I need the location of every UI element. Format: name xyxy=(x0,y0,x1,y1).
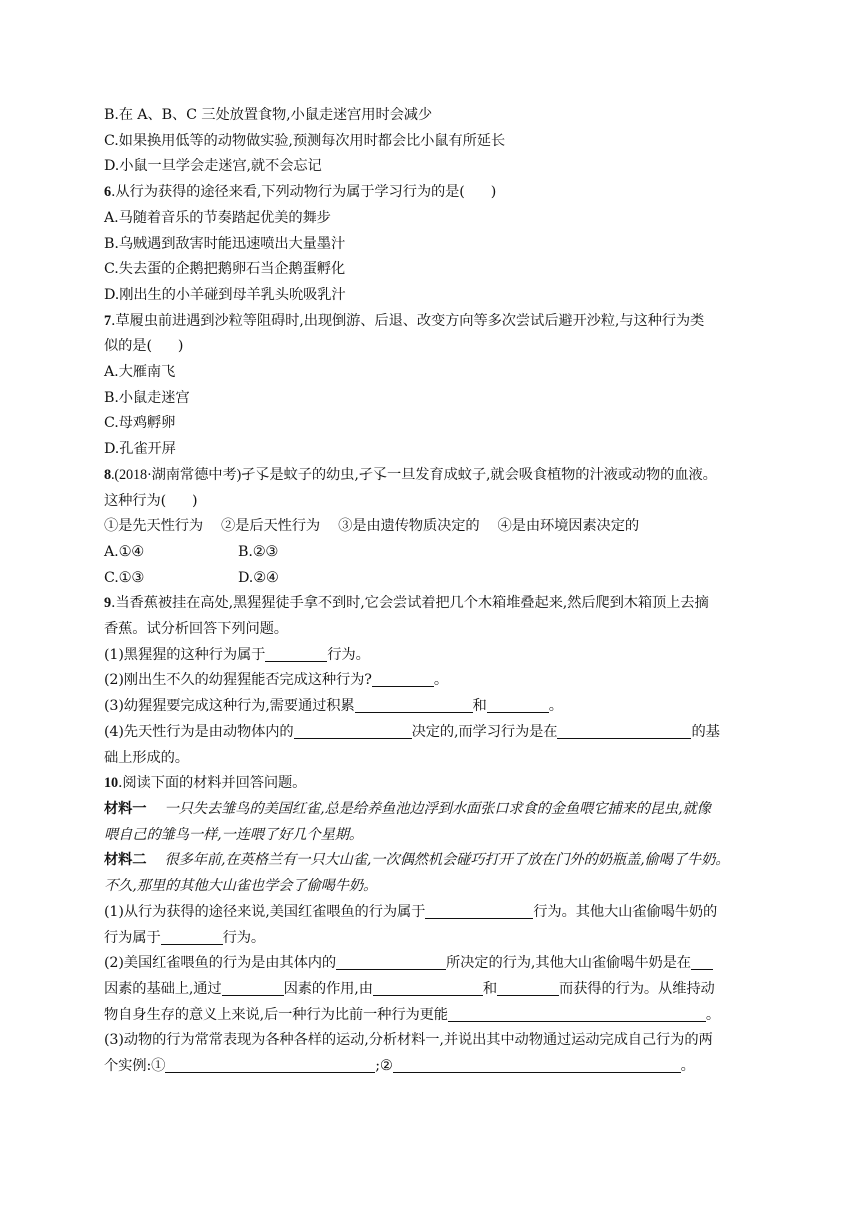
q10-part1-suffix: 行为。 xyxy=(222,929,266,946)
q10-stem xyxy=(104,771,764,797)
q8-option-b: B.②③ xyxy=(238,543,279,560)
q8-statement-3: ③是由遗传物质决定的 xyxy=(338,518,480,535)
q10-material2-label: 材料二 xyxy=(104,852,147,869)
q6-number: 6 xyxy=(104,184,111,201)
q9-blank-2[interactable] xyxy=(372,672,434,687)
q9-number: 9 xyxy=(104,595,111,612)
q9-part3 xyxy=(104,694,764,720)
q8-statements xyxy=(104,514,764,540)
q7-option-d: D.孔雀开屏 xyxy=(104,441,176,458)
q10-material1-line2: 喂自己的雏鸟一样,一连喂了好几个星期。 xyxy=(104,826,364,843)
q10-part2-text-3: 因素的作用,由 xyxy=(283,980,373,997)
q10-part1-text-2: 行为属于 xyxy=(104,929,161,946)
q10-part3-text-2: 个实例:① xyxy=(104,1058,166,1075)
q10-part2-line2 xyxy=(104,977,764,1003)
q5-option-b: B.在 A、B、C 三处放置食物,小鼠走迷宫用时会减少 xyxy=(104,107,433,123)
q8-statement-4: ④是由环境因素决定的 xyxy=(497,518,639,535)
q10-part2-mid: 所决定的行为,其他大山雀偷喝牛奶是在 xyxy=(446,955,691,972)
q6-option-a: A.马随着音乐的节奏踏起优美的舞步 xyxy=(104,209,331,226)
q8-options-row1 xyxy=(104,540,764,566)
q10-blank-6[interactable] xyxy=(373,981,483,996)
q9-part4-text: (4)先天性行为是由动物体内的 xyxy=(104,723,294,740)
q10-part2-line3 xyxy=(104,1003,764,1029)
q10-number: 10 xyxy=(104,775,118,792)
q8-option-d: D.②④ xyxy=(238,569,279,586)
q6-stem xyxy=(104,180,764,206)
q10-material2-text: 很多年前,在英格兰有一只大山雀,一次偶然机会碰巧打开了放在门外的奶瓶盖,偷喝了牛奶。 xyxy=(164,852,730,869)
q9-part3-suffix: 。 xyxy=(548,698,563,715)
q10-blank-4[interactable] xyxy=(691,955,713,970)
q9-stem-line2: 香蕉。试分析回答下列问题。 xyxy=(104,621,288,638)
q10-blank-1[interactable] xyxy=(425,904,533,919)
q8-stem-text: 孑孓是蚊子的幼虫,孑孓一旦发育成蚊子,就会吸食植物的汁液或动物的血液。 xyxy=(241,466,717,483)
q10-part3-suffix: 。 xyxy=(680,1058,695,1075)
q10-part3-mid: ;② xyxy=(375,1058,393,1075)
q9-part4-end: 的基 xyxy=(691,723,720,740)
q5-option-d: D.小鼠一旦学会走迷宫,就不会忘记 xyxy=(104,158,322,175)
q8-number: 8 xyxy=(104,466,111,483)
q6-option-b: B.乌贼遇到敌害时能迅速喷出大量墨汁 xyxy=(104,235,346,252)
q10-material2-line1 xyxy=(104,848,764,874)
q9-stem-text: .当香蕉被挂在高处,黑猩猩徒手拿不到时,它会尝试着把几个木箱堆叠起来,然后爬到木箱顶上去摘 xyxy=(111,595,709,612)
q9-blank-3[interactable] xyxy=(355,698,473,713)
q9-blank-6[interactable] xyxy=(557,724,691,739)
q9-part3-and: 和 xyxy=(472,698,487,715)
q7-paren-close: ) xyxy=(177,338,184,355)
q8-stem-line2 xyxy=(104,489,764,515)
q10-part1 xyxy=(104,900,764,926)
q10-blank-5[interactable] xyxy=(222,981,284,996)
q6-option-c: C.失去蛋的企鹅把鹅卵石当企鹅蛋孵化 xyxy=(104,261,346,278)
q10-part2 xyxy=(104,951,764,977)
q8-stem-line1 xyxy=(104,463,764,489)
q10-part2-suffix: 。 xyxy=(705,1006,721,1023)
q9-part3-text: (3)幼猩猩要完成这种行为,需要通过积累 xyxy=(104,698,355,715)
q9-stem-line1 xyxy=(104,591,764,617)
q10-blank-3[interactable] xyxy=(336,955,446,970)
q6-paren-close: ) xyxy=(490,184,497,201)
q10-part1-text: (1)从行为获得的途径来说,美国红雀喂鱼的行为属于 xyxy=(104,903,426,920)
q8-statement-1: ①是先天性行为 xyxy=(104,518,204,535)
q10-material1-text: 一只失去雏鸟的美国红雀,总是给养鱼池边浮到水面张口求食的金鱼喂它捕来的昆虫,就像 xyxy=(164,800,711,817)
q7-number: 7 xyxy=(104,312,111,329)
q9-blank-5[interactable] xyxy=(294,724,412,739)
q10-part2-text-2: 因素的基础上,通过 xyxy=(104,980,222,997)
q6-option-d: D.刚出生的小羊碰到母羊乳头吮吸乳汁 xyxy=(104,286,346,303)
q7-stem-text: .草履虫前进遇到沙粒等阻碍时,出现倒游、后退、改变方向等多次尝试后避开沙粒,与这种行为类 xyxy=(111,312,705,329)
q10-part2-text: (2)美国红雀喂鱼的行为是由其体内的 xyxy=(104,955,337,972)
q9-part1-text: (1)黑猩猩的这种行为属于 xyxy=(104,646,266,663)
q8-source: .(2018·湖南常德中考) xyxy=(111,466,242,483)
q10-material1-label: 材料一 xyxy=(104,800,147,817)
q8-option-c: C.①③ xyxy=(104,569,145,586)
q10-part1-line2 xyxy=(104,926,764,952)
q9-part2-text: (2)刚出生不久的幼猩猩能否完成这种行为? xyxy=(104,672,372,689)
q8-stem-text-2: 这种行为( xyxy=(104,492,167,509)
q9-part1 xyxy=(104,643,764,669)
q7-option-c: C.母鸡孵卵 xyxy=(104,415,176,432)
q10-material1-line1 xyxy=(104,797,764,823)
q9-part4-line2: 础上形成的。 xyxy=(104,749,189,766)
q8-options-row2 xyxy=(104,566,764,592)
q9-blank-1[interactable] xyxy=(265,647,327,662)
q10-stem-text: .阅读下面的材料并回答问题。 xyxy=(118,775,307,792)
question-content xyxy=(104,103,764,1080)
q10-part1-mid: 行为。其他大山雀偷喝牛奶的 xyxy=(533,903,718,920)
q9-blank-4[interactable] xyxy=(487,698,549,713)
q8-option-a: A.①④ xyxy=(104,543,144,560)
q7-option-b: B.小鼠走迷宫 xyxy=(104,389,190,406)
q10-blank-8[interactable] xyxy=(448,1007,706,1022)
q6-stem-text: .从行为获得的途径来看,下列动物行为属于学习行为的是( xyxy=(111,184,465,201)
q7-stem-text-2: 似的是( xyxy=(104,338,152,355)
q10-blank-10[interactable] xyxy=(393,1058,681,1073)
q7-stem-line2 xyxy=(104,334,764,360)
q10-part3: (3)动物的行为常常表现为各种各样的运动,分析材料一,并说出其中动物通过运动完成自己行为的两 xyxy=(104,1032,713,1049)
q8-paren-close: ) xyxy=(192,492,198,509)
q10-part2-and: 和 xyxy=(482,980,498,997)
q10-blank-9[interactable] xyxy=(165,1058,375,1073)
q9-part4-mid: 决定的,而学习行为是在 xyxy=(411,723,558,740)
q9-part4 xyxy=(104,720,764,746)
q10-part2-text-5: 物自身生存的意义上来说,后一种行为比前一种行为更能 xyxy=(104,1006,448,1023)
q9-part2-suffix: 。 xyxy=(433,672,448,689)
q10-blank-2[interactable] xyxy=(161,930,223,945)
q7-stem-line1 xyxy=(104,309,764,335)
q9-part1-suffix: 行为。 xyxy=(327,646,370,663)
q10-part3-line2 xyxy=(104,1054,764,1080)
q7-option-a: A.大雁南飞 xyxy=(104,364,176,381)
q10-blank-7[interactable] xyxy=(497,981,559,996)
q10-material2-line2: 不久,那里的其他大山雀也学会了偷喝牛奶。 xyxy=(104,878,378,895)
q10-part2-text-4: 而获得的行为。从维持动 xyxy=(559,980,715,997)
q8-statement-2: ②是后天性行为 xyxy=(221,518,321,535)
q5-option-c: C.如果换用低等的动物做实验,预测每次用时都会比小鼠有所延长 xyxy=(104,132,506,149)
q9-part2 xyxy=(104,668,764,694)
